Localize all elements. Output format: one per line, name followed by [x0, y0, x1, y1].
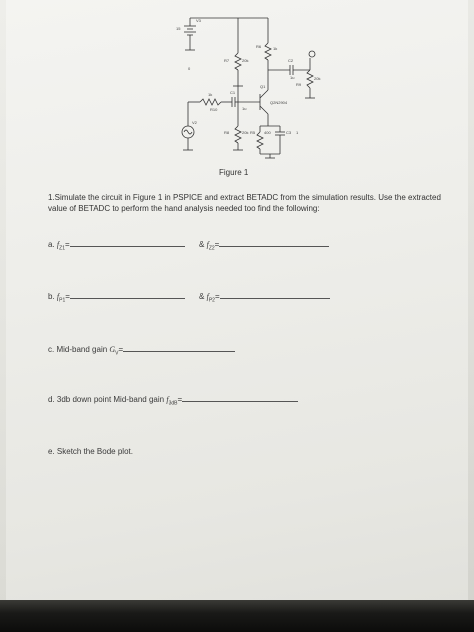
- question-d-text: 3db down point Mid-band gain: [56, 395, 167, 404]
- label-r9: R9: [296, 82, 302, 87]
- label-c3: C3: [286, 130, 292, 135]
- label-c1: C1: [230, 90, 236, 95]
- question-d-label: d.: [48, 395, 55, 404]
- answer-blank-fz2[interactable]: [219, 238, 329, 247]
- question-e-label: e.: [48, 447, 55, 456]
- label-c2-value: 1u: [290, 75, 295, 80]
- question-b-label: b.: [48, 292, 55, 301]
- label-c1-value: 1u: [242, 106, 247, 111]
- label-r8: R8: [224, 130, 230, 135]
- question-a-symbol-1: f: [56, 240, 60, 249]
- answer-blank-gv[interactable]: [123, 343, 235, 352]
- question-d: [48, 393, 298, 407]
- question-b-eq-2: =: [214, 292, 220, 301]
- question-c-text: Mid-band gain: [56, 345, 110, 354]
- question-b-symbol-2-sub: P2: [208, 297, 215, 304]
- question-e-text: Sketch the Bode plot.: [56, 447, 133, 456]
- question-a-eq-1: =: [64, 240, 70, 249]
- dark-table-edge: [0, 600, 474, 632]
- label-r5: R5: [250, 130, 256, 135]
- question-a-symbol-2-sub: Z2: [208, 245, 215, 252]
- question-b-eq-1: =: [65, 292, 70, 301]
- question-b-ampersand: &: [199, 292, 205, 301]
- question-a-ampersand: &: [199, 240, 205, 249]
- label-ground: 0: [188, 66, 191, 71]
- question-a-eq-2: =: [214, 240, 220, 249]
- question-a-label: a.: [48, 240, 55, 249]
- label-r6: R6: [256, 44, 262, 49]
- label-v3-value: 15: [176, 26, 181, 31]
- label-r8-value: 20k: [242, 130, 249, 135]
- label-r5-value: 400: [264, 130, 271, 135]
- label-c2: C2: [288, 58, 294, 63]
- question-a-symbol-1-sub: Z1: [59, 245, 65, 252]
- answer-blank-f3db[interactable]: [182, 393, 298, 402]
- answer-blank-fp2[interactable]: [220, 290, 330, 299]
- label-r7-value: 20k: [242, 58, 249, 63]
- question-d-symbol-sub: 3dB: [168, 400, 178, 407]
- question-b-symbol-2: f: [206, 292, 209, 301]
- label-r10-value: 1k: [208, 92, 213, 97]
- question-c-label: c.: [48, 345, 55, 354]
- question-a-symbol-2: f: [206, 240, 209, 249]
- question-d-symbol: f: [166, 395, 169, 404]
- question-b: [48, 290, 185, 304]
- label-r10: R10: [210, 107, 218, 112]
- label-v2: V2: [192, 120, 197, 125]
- label-r7: R7: [224, 58, 230, 63]
- question-b-symbol-1: f: [56, 292, 60, 301]
- question-a: [48, 238, 185, 252]
- question-c-symbol: G: [109, 345, 116, 354]
- label-q1: Q1: [260, 84, 266, 89]
- question-e: [48, 447, 133, 456]
- question-a-part-2: [199, 238, 329, 252]
- answer-blank-fz1[interactable]: [70, 238, 185, 247]
- label-q1-part: Q2N2904: [270, 100, 288, 105]
- question-b-symbol-1-sub: P1: [59, 297, 66, 304]
- question-c-symbol-sub: V: [115, 350, 119, 357]
- question-c: [48, 343, 235, 357]
- circuit-schematic: [160, 8, 330, 168]
- figure-caption: Figure 1: [219, 168, 249, 177]
- instructions-text: 1.Simulate the circuit in Figure 1 in PSPICE and extract BETADC from the simulation results. Use the extracted value of BETADC to perform the hand analysis needed too find the following:: [48, 193, 441, 213]
- label-v3: V3: [196, 18, 201, 23]
- question-c-eq: =: [118, 345, 124, 354]
- label-r9-value: 20k: [314, 76, 321, 81]
- label-c3-value: 1: [296, 130, 299, 135]
- question-b-part-2: [199, 290, 330, 304]
- label-r6-value: 1k: [273, 46, 278, 51]
- question-d-eq: =: [177, 395, 183, 404]
- answer-blank-fp1[interactable]: [70, 290, 185, 299]
